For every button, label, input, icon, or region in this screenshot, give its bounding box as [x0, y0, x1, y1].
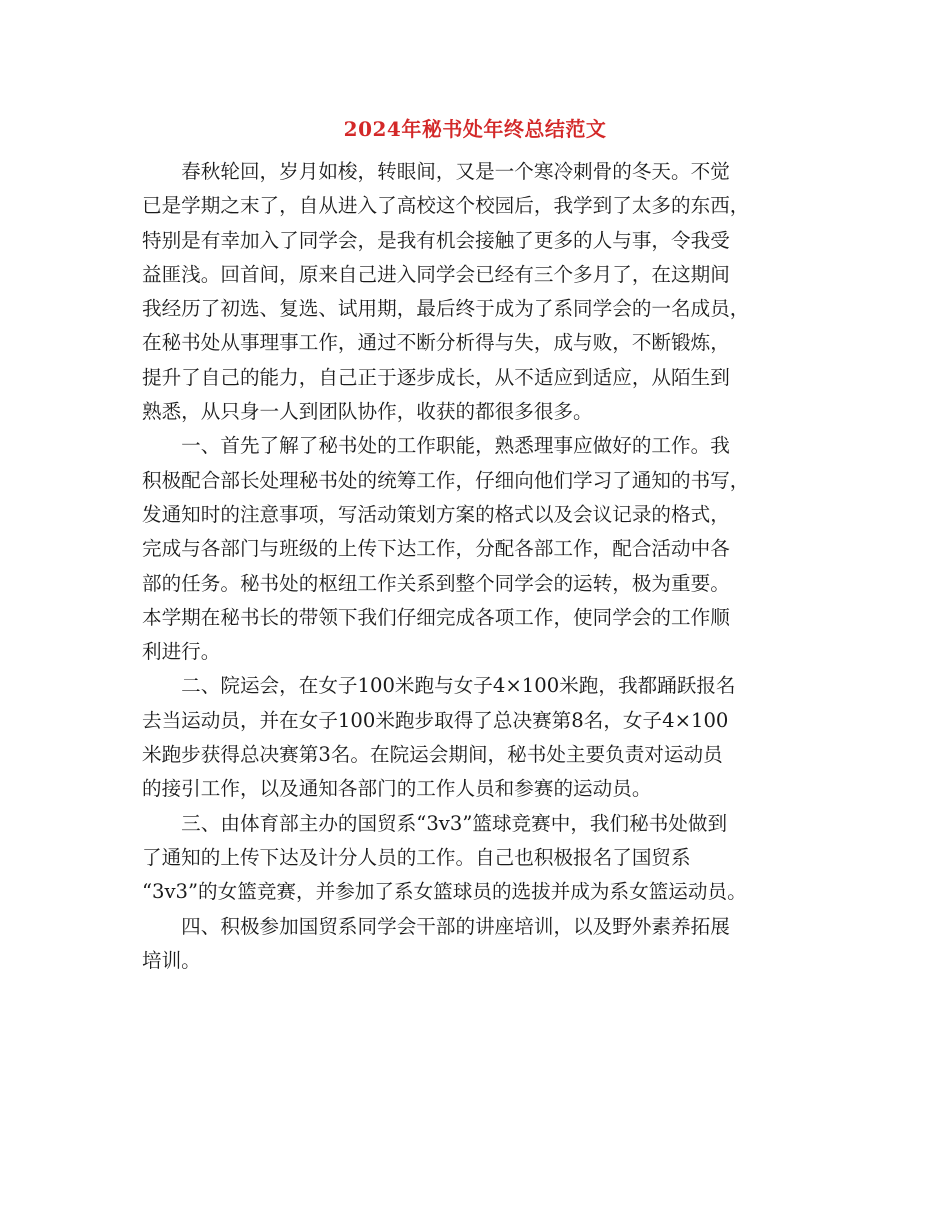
document-body [142, 155, 832, 978]
body-line: 培训。 [142, 948, 201, 972]
body-line: 二、院运会，在女子100米跑与女子4×100米跑，我都踊跃报名 [142, 674, 736, 698]
body-line: 的接引工作，以及通知各部门的工作人员和参赛的运动员。 [142, 777, 652, 801]
body-line: 积极配合部长处理秘书处的统筹工作，仔细向他们学习了通知的书写， [142, 468, 750, 492]
body-line: 四、积极参加国贸系同学会干部的讲座培训，以及野外素养拓展 [142, 914, 730, 938]
body-line: 完成与各部门与班级的上传下达工作，分配各部工作，配合活动中各 [142, 537, 730, 561]
body-line: 了通知的上传下达及计分人员的工作。自己也积极报名了国贸系 [142, 845, 691, 869]
body-line: 去当运动员，并在女子100米跑步取得了总决赛第8名，女子4×100 [142, 708, 729, 732]
body-line: 发通知时的注意事项，写活动策划方案的格式以及会议记录的格式， [142, 502, 730, 526]
document-title: 2024年秘书处年终总结范文 [343, 117, 607, 141]
body-line: 米跑步获得总决赛第3名。在院运会期间，秘书处主要负责对运动员 [142, 743, 723, 767]
body-line: 春秋轮回，岁月如梭，转眼间，又是一个寒冷刺骨的冬天。不觉 [142, 160, 730, 183]
body-line: 已是学期之末了，自从进入了高校这个校园后，我学到了太多的东西， [142, 194, 750, 218]
body-line: 在秘书处从事理事工作，通过不断分析得与失，成与败，不断锻炼， [142, 331, 730, 355]
body-line: 三、由体育部主办的国贸系“3v3”篮球竞赛中，我们秘书处做到 [142, 811, 728, 835]
body-line: 利进行。 [142, 640, 221, 664]
body-line: 一、首先了解了秘书处的工作职能，熟悉理事应做好的工作。我 [142, 434, 730, 458]
body-line: 我经历了初选、复选、试用期，最后终于成为了系同学会的一名成员， [142, 297, 750, 321]
body-line: 特别是有幸加入了同学会，是我有机会接触了更多的人与事，令我受 [142, 228, 730, 252]
body-line: 提升了自己的能力，自己正于逐步成长，从不适应到适应，从陌生到 [142, 365, 730, 389]
body-line: “3v3”的女篮竞赛，并参加了系女篮球员的选拔并成为系女篮运动员。 [142, 880, 747, 904]
body-line: 部的任务。秘书处的枢纽工作关系到整个同学会的运转，极为重要。 [142, 571, 730, 595]
body-line: 熟悉，从只身一人到团队协作，收获的都很多很多。 [142, 400, 593, 424]
body-line: 本学期在秘书长的带领下我们仔细完成各项工作，使同学会的工作顺 [142, 605, 730, 629]
body-line: 益匪浅。回首间，原来自己进入同学会已经有三个多月了，在这期间 [142, 262, 730, 286]
